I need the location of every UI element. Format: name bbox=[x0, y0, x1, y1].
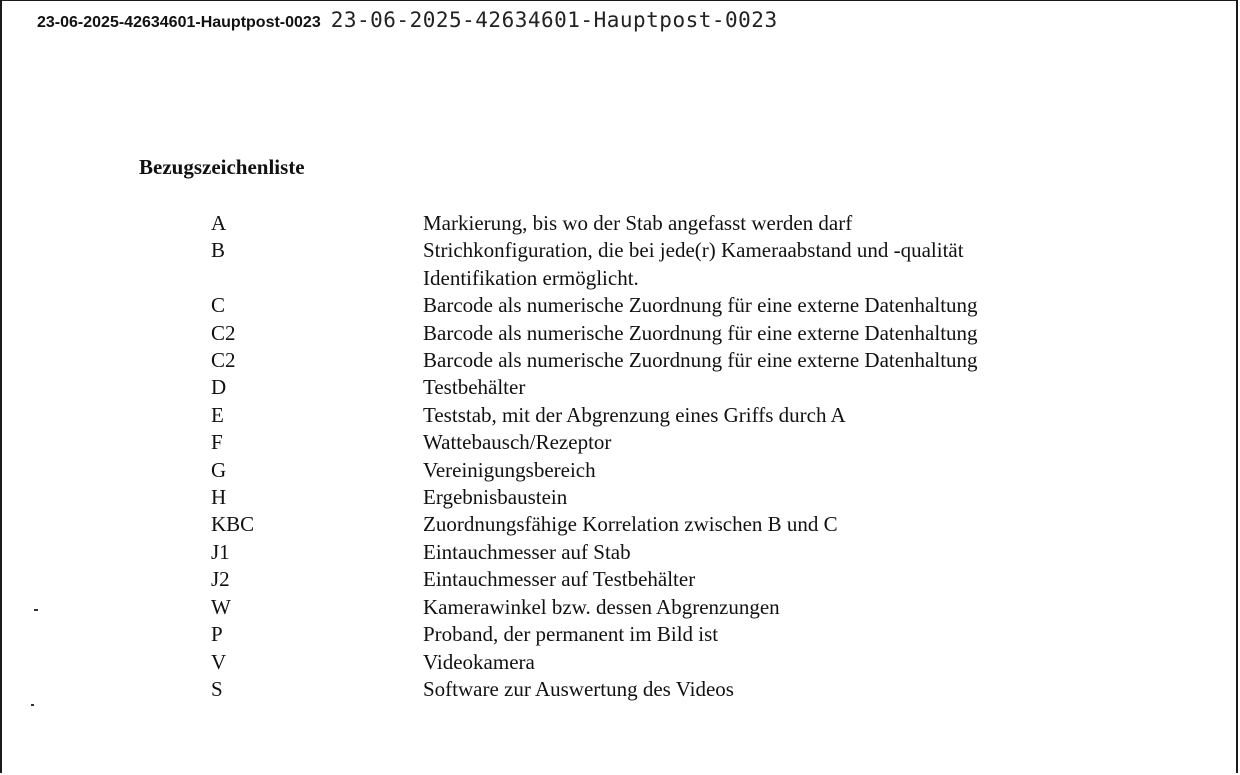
reference-code: P bbox=[211, 622, 223, 647]
reference-description: Ergebnisbaustein bbox=[423, 485, 568, 510]
reference-row bbox=[211, 374, 1111, 401]
reference-code: A bbox=[211, 211, 227, 235]
reference-description: Videokamera bbox=[423, 649, 535, 674]
reference-row bbox=[211, 621, 1111, 648]
reference-row bbox=[211, 402, 1111, 429]
reference-code: V bbox=[211, 649, 227, 674]
reference-list bbox=[211, 210, 1111, 703]
reference-code: D bbox=[211, 375, 227, 400]
reference-description: Testbehälter bbox=[423, 375, 526, 400]
reference-row bbox=[211, 347, 1111, 374]
reference-row bbox=[211, 457, 1111, 484]
reference-description: Software zur Auswertung des Videos bbox=[423, 676, 734, 701]
reference-code: H bbox=[211, 485, 227, 510]
reference-code: J1 bbox=[211, 539, 230, 564]
reference-description: Barcode als numerische Zuordnung für eine externe Datenhaltung bbox=[423, 293, 978, 318]
reference-code: S bbox=[211, 676, 223, 701]
reference-code: E bbox=[211, 402, 224, 427]
reference-row bbox=[211, 292, 1111, 319]
reference-row bbox=[211, 429, 1111, 456]
reference-row bbox=[211, 676, 1111, 703]
document-id-bold: 23-06-2025-42634601-Hauptpost-0023 bbox=[37, 14, 321, 31]
reference-code: C2 bbox=[211, 320, 236, 345]
reference-description: Eintauchmesser auf Testbehälter bbox=[423, 567, 696, 592]
reference-row bbox=[211, 594, 1111, 621]
reference-description: Strichkonfiguration, die bei jede(r) Kameraabstand und -qualität Identifikation ermöglicht. bbox=[423, 238, 964, 290]
scan-speck bbox=[34, 609, 38, 611]
reference-description: Teststab, mit der Abgrenzung eines Griffs durch A bbox=[423, 402, 846, 427]
reference-description: Eintauchmesser auf Stab bbox=[423, 539, 631, 564]
reference-description: Kamerawinkel bzw. dessen Abgrenzungen bbox=[423, 594, 780, 619]
reference-code: F bbox=[211, 430, 223, 455]
reference-row bbox=[211, 511, 1111, 538]
reference-code: C bbox=[211, 293, 226, 318]
reference-description: Barcode als numerische Zuordnung für eine externe Datenhaltung bbox=[423, 348, 978, 373]
reference-description: Markierung, bis wo der Stab angefasst werden darf bbox=[423, 211, 853, 235]
reference-row bbox=[211, 237, 1111, 292]
document-id-stamp: 23-06-2025-42634601-Hauptpost-0023 bbox=[330, 8, 778, 32]
reference-row bbox=[211, 210, 1111, 237]
reference-code: C2 bbox=[211, 348, 236, 373]
reference-code: W bbox=[211, 594, 231, 619]
reference-row bbox=[211, 484, 1111, 511]
reference-row bbox=[211, 539, 1111, 566]
reference-row bbox=[211, 566, 1111, 593]
reference-description: Vereinigungsbereich bbox=[423, 457, 596, 482]
section-title: Bezugszeichenliste bbox=[139, 155, 305, 179]
reference-row bbox=[211, 320, 1111, 347]
reference-description: Proband, der permanent im Bild ist bbox=[423, 622, 719, 647]
document-header bbox=[37, 8, 778, 32]
reference-code: J2 bbox=[211, 567, 230, 592]
reference-description: Wattebausch/Rezeptor bbox=[423, 430, 612, 455]
reference-description: Barcode als numerische Zuordnung für eine externe Datenhaltung bbox=[423, 320, 978, 345]
reference-code: B bbox=[211, 238, 226, 263]
reference-code: KBC bbox=[211, 512, 255, 537]
reference-code: G bbox=[211, 457, 227, 482]
scan-speck bbox=[31, 704, 34, 706]
reference-row bbox=[211, 649, 1111, 676]
reference-description: Zuordnungsfähige Korrelation zwischen B und C bbox=[423, 512, 838, 537]
